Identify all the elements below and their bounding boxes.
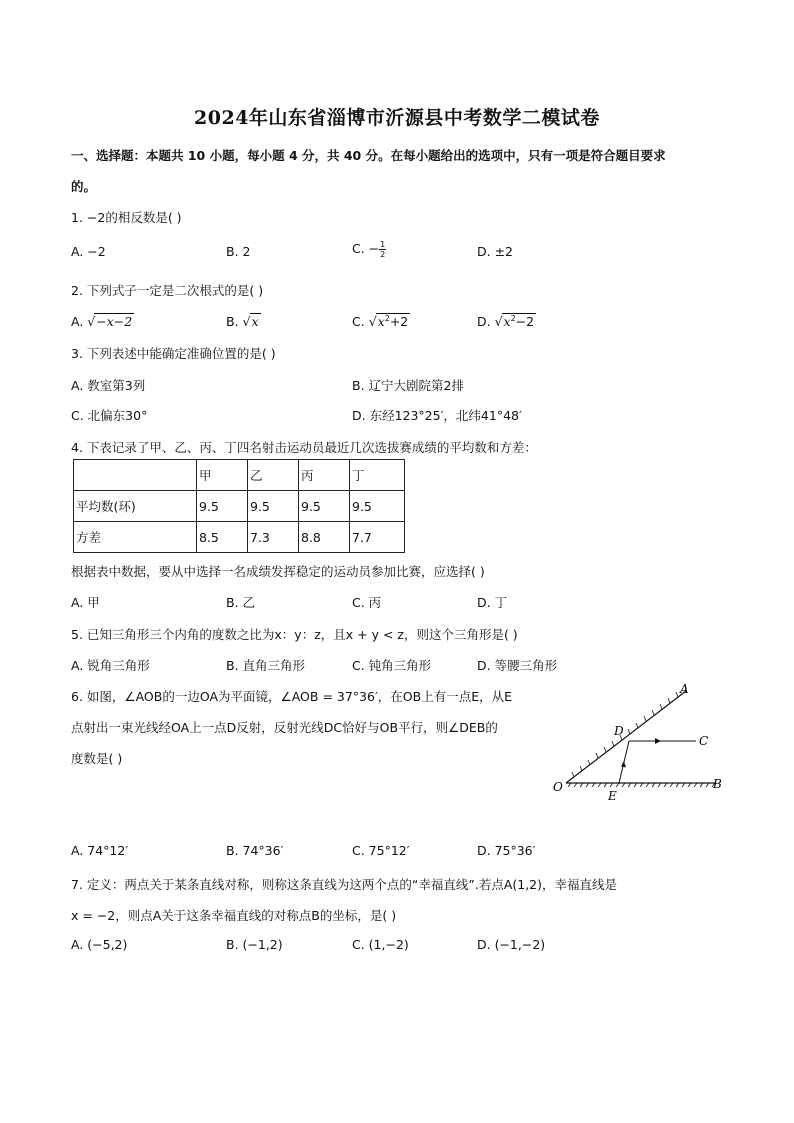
section-instructions-line1: 一、选择题：本题共 10 小题，每小题 4 分，共 40 分。在每小题给出的选项中，只有一项是符合题目要求 xyxy=(71,148,666,163)
table-cell: 9.5 xyxy=(299,491,350,522)
q5-option-b: B. 直角三角形 xyxy=(226,658,306,673)
q6-option-c: C. 75°12′ xyxy=(352,843,410,858)
table-cell xyxy=(74,460,197,491)
q2-stem: 2. 下列式子一定是二次根式的是( ) xyxy=(71,283,264,298)
radicand: −x−2 xyxy=(96,314,133,329)
q4-followup: 根据表中数据，要从中选择一名成绩发挥稳定的运动员参加比赛，应选择( ) xyxy=(71,564,485,579)
table-cell: 甲 xyxy=(197,460,248,491)
q6-line1: 6. 如图，∠AOB的一边OA为平面镜，∠AOB = 37°36′，在OB上有一点E，从E xyxy=(71,689,513,704)
q1-option-d: D. ±2 xyxy=(477,244,513,259)
radicand xyxy=(502,313,537,329)
label-d: D xyxy=(614,724,624,738)
q7-option-b: B. (−1,2) xyxy=(226,937,283,952)
ray-oa-mirror xyxy=(566,691,686,783)
table-cell: 7.7 xyxy=(350,522,405,553)
scores-table xyxy=(73,459,405,553)
q1-option-b: B. 2 xyxy=(226,244,251,259)
option-prefix: C. xyxy=(352,314,369,330)
radicand-base: x xyxy=(503,314,511,330)
mirror-angle-figure xyxy=(551,683,726,803)
q1-option-c xyxy=(352,240,386,259)
q4-option-c: C. 丙 xyxy=(352,595,382,610)
q3-stem: 3. 下列表述中能确定准确位置的是( ) xyxy=(71,346,276,361)
table-cell: 8.5 xyxy=(197,522,248,553)
reflected-arrow-icon xyxy=(655,738,661,744)
table-row xyxy=(74,522,405,553)
radicand-exponent: 2 xyxy=(510,314,516,323)
q2-option-d xyxy=(477,313,536,329)
q3-option-a: A. 教室第3列 xyxy=(71,378,146,393)
q7-line1: 7. 定义：两点关于某条直线对称，则称这条直线为这两个点的“幸福直线”.若点A(1,2)，幸福直线是 xyxy=(71,877,618,892)
q1-option-c-prefix: C. − xyxy=(352,241,380,256)
table-cell: 9.5 xyxy=(248,491,299,522)
table-cell: 9.5 xyxy=(197,491,248,522)
q5-option-d: D. 等腰三角形 xyxy=(477,658,558,673)
table-header-row xyxy=(74,460,405,491)
q3-option-c: C. 北偏东30° xyxy=(71,408,148,423)
radicand xyxy=(376,313,411,329)
q7-option-a: A. (−5,2) xyxy=(71,937,128,952)
q4-option-a: A. 甲 xyxy=(71,595,100,610)
radicand-tail: −2 xyxy=(515,314,535,330)
q5-option-a: A. 锐角三角形 xyxy=(71,658,150,673)
fraction-denominator: 2 xyxy=(380,250,386,259)
radical: √x xyxy=(242,314,259,329)
table-cell: 8.8 xyxy=(299,522,350,553)
q5-stem: 5. 已知三角形三个内角的度数之比为x：y：z，且x + y < z，则这个三角形是( ) xyxy=(71,627,518,642)
radical: √−x−2 xyxy=(87,314,133,329)
table-cell: 7.3 xyxy=(248,522,299,553)
table-cell: 方差 xyxy=(74,522,197,553)
q1-option-a: A. −2 xyxy=(71,244,106,259)
table-cell: 丁 xyxy=(350,460,405,491)
label-b: B xyxy=(713,777,722,791)
radical: $√x^2-2$ xyxy=(494,314,535,330)
q5-option-c: C. 钝角三角形 xyxy=(352,658,432,673)
label-o: O xyxy=(553,780,563,794)
q6-option-a: A. 74°12′ xyxy=(71,843,129,858)
q4-stem: 4. 下表记录了甲、乙、丙、丁四名射击运动员最近几次选拔赛成绩的平均数和方差： xyxy=(71,440,537,455)
oa-hatching xyxy=(572,692,678,777)
q2-option-a xyxy=(71,313,134,329)
table-cell: 平均数(环) xyxy=(74,491,197,522)
q6-option-d: D. 75°36′ xyxy=(477,843,536,858)
q7-option-c: C. (1,−2) xyxy=(352,937,409,952)
q3-option-d: D. 东经123°25′，北纬41°48′ xyxy=(352,408,522,423)
label-a: A xyxy=(680,683,689,696)
radicand-base: x xyxy=(377,314,385,330)
q7-line2: x = −2，则点A关于这条幸福直线的对称点B的坐标，是( ) xyxy=(71,908,397,923)
q7-option-d: D. (−1,−2) xyxy=(477,937,546,952)
section-instructions-line2: 的。 xyxy=(71,179,97,194)
label-e: E xyxy=(608,789,617,803)
label-c: C xyxy=(699,734,709,748)
table-row xyxy=(74,491,405,522)
q1-stem: 1. −2的相反数是( ) xyxy=(71,210,182,225)
option-prefix: A. xyxy=(71,314,88,329)
table-cell: 丙 xyxy=(299,460,350,491)
page-title: 2024年山东省淄博市沂源县中考数学二模试卷 xyxy=(194,107,600,129)
q4-option-d: D. 丁 xyxy=(477,595,508,610)
option-prefix: D. xyxy=(477,314,495,330)
radicand-exponent: 2 xyxy=(384,314,390,323)
option-prefix: B. xyxy=(226,314,243,329)
radicand: x xyxy=(251,314,259,329)
q3-option-b: B. 辽宁大剧院第2排 xyxy=(352,378,464,393)
q2-option-c xyxy=(352,313,410,329)
table-cell: 乙 xyxy=(248,460,299,491)
q6-line3: 度数是( ) xyxy=(71,751,123,766)
radicand-tail: +2 xyxy=(389,314,409,330)
q6-option-b: B. 74°36′ xyxy=(226,843,284,858)
q6-line2: 点射出一束光线经OA上一点D反射，反射光线DC恰好与OB平行，则∠DEB的 xyxy=(71,720,498,735)
fraction-numerator: 1 xyxy=(380,240,386,249)
radical: $√x^2+2$ xyxy=(368,314,409,330)
table-cell: 9.5 xyxy=(350,491,405,522)
q2-option-b xyxy=(226,313,261,329)
q4-option-b: B. 乙 xyxy=(226,595,256,610)
fraction xyxy=(379,240,386,259)
